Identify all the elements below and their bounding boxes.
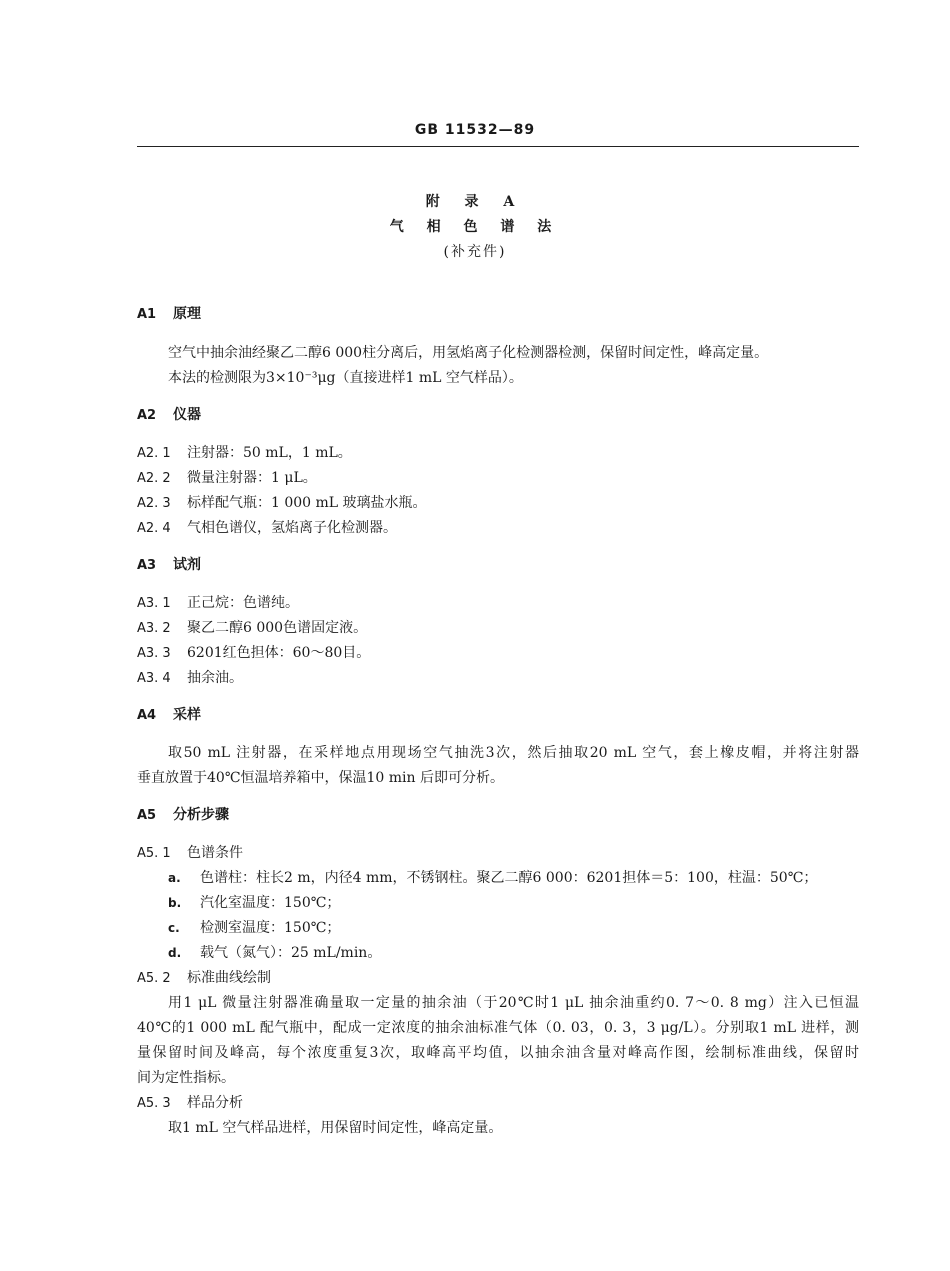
subsection-title: 样品分析 [187,1095,243,1111]
item-number: A3. 2 [137,621,171,636]
section-number: A2 [137,408,157,423]
subsection-heading-a5-1 [137,842,243,862]
section-heading-a3 [137,554,201,574]
item-text: 色谱柱：柱长2 m，内径4 mm，不锈钢柱。聚乙二醇6 000：6201担体＝5：100，柱温：50℃； [200,870,818,886]
item-number: A5. 1 [137,846,171,861]
condition-item [168,917,340,937]
paragraph-line: 用1 μL 微量注射器准确量取一定量的抽余油（于20℃时1 μL 抽余油重约0. 7～0. 8 mg）注入已恒温 [168,995,859,1011]
section-title: 试剂 [173,557,201,573]
item-number: A5. 3 [137,1096,171,1111]
item-number: A3. 1 [137,596,171,611]
condition-item [168,942,381,962]
section-title: 分析步骤 [173,807,229,823]
paragraph-line: 间为定性指标。 [137,1070,235,1086]
item-text: 标样配气瓶：1 000 mL 玻璃盐水瓶。 [187,495,427,511]
item-number: A3. 4 [137,671,171,686]
subsection-heading-a5-2 [137,967,271,987]
section-title: 原理 [173,306,201,322]
section-number: A4 [137,708,157,723]
condition-item [168,867,817,887]
item-letter: a. [168,871,181,885]
section-heading-a2 [137,404,201,424]
list-item [137,492,427,512]
item-number: A3. 3 [137,646,171,661]
list-item [137,617,367,637]
item-number: A2. 1 [137,446,171,461]
item-text: 汽化室温度：150℃； [200,895,341,911]
paragraph-line: 40℃的1 000 mL 配气瓶中，配成一定浓度的抽余油标准气体（0. 03，0. 3，3 μg/L）。分别取1 mL 进样，测 [137,1020,859,1036]
list-item [137,442,352,462]
section-number: A5 [137,808,157,823]
paragraph-line: 取50 mL 注射器，在采样地点用现场空气抽洗3次，然后抽取20 mL 空气，套上橡皮帽，并将注射器 [168,745,859,761]
standard-code-header: GB 11532—89 [414,122,536,138]
subsection-title: 色谱条件 [187,845,243,861]
section-title: 仪器 [173,407,201,423]
item-text: 气相色谱仪，氢焰离子化检测器。 [187,520,397,536]
item-letter: d. [168,946,182,960]
subsection-title: 标准曲线绘制 [187,970,271,986]
paragraph-line: 取1 mL 空气样品进样，用保留时间定性，峰高定量。 [168,1120,503,1136]
paragraph-line: 垂直放置于40℃恒温培养箱中，保温10 min 后即可分析。 [137,770,504,786]
appendix-title: 气 相 色 谱 法 [389,219,561,235]
section-heading-a4 [137,704,201,724]
list-item [137,592,299,612]
list-item [137,517,397,537]
section-heading-a5 [137,804,229,824]
paragraph-line: 本法的检测限为3×10⁻³μg（直接进样1 mL 空气样品）。 [168,370,523,386]
item-text: 微量注射器：1 μL。 [187,470,317,486]
item-letter: c. [168,921,180,935]
item-text: 检测室温度：150℃； [200,920,341,936]
appendix-note: (补充件) [443,244,507,260]
header-divider [137,146,859,147]
paragraph-line: 空气中抽余油经聚乙二醇6 000柱分离后，用氢焰离子化检测器检测，保留时间定性，峰高定量。 [168,345,769,361]
item-number: A2. 4 [137,521,171,536]
section-heading-a1 [137,303,201,323]
item-number: A2. 3 [137,496,171,511]
item-text: 正己烷：色谱纯。 [187,595,299,611]
item-text: 抽余油。 [187,670,243,686]
item-letter: b. [168,896,182,910]
section-title: 采样 [173,707,201,723]
section-number: A3 [137,558,157,573]
item-text: 载气（氮气）：25 mL/min。 [200,945,382,961]
item-text: 聚乙二醇6 000色谱固定液。 [187,620,368,636]
condition-item [168,892,340,912]
appendix-label: 附 录 A [425,194,525,210]
item-number: A2. 2 [137,471,171,486]
item-text: 6201红色担体：60～80目。 [187,645,371,661]
section-number: A1 [137,307,157,322]
item-text: 注射器：50 mL，1 mL。 [187,445,352,461]
paragraph-line: 量保留时间及峰高，每个浓度重复3次，取峰高平均值，以抽余油含量对峰高作图，绘制标准曲线，保留时 [137,1045,859,1061]
list-item [137,667,243,687]
subsection-heading-a5-3 [137,1092,243,1112]
list-item [137,642,370,662]
item-number: A5. 2 [137,971,171,986]
list-item [137,467,317,487]
